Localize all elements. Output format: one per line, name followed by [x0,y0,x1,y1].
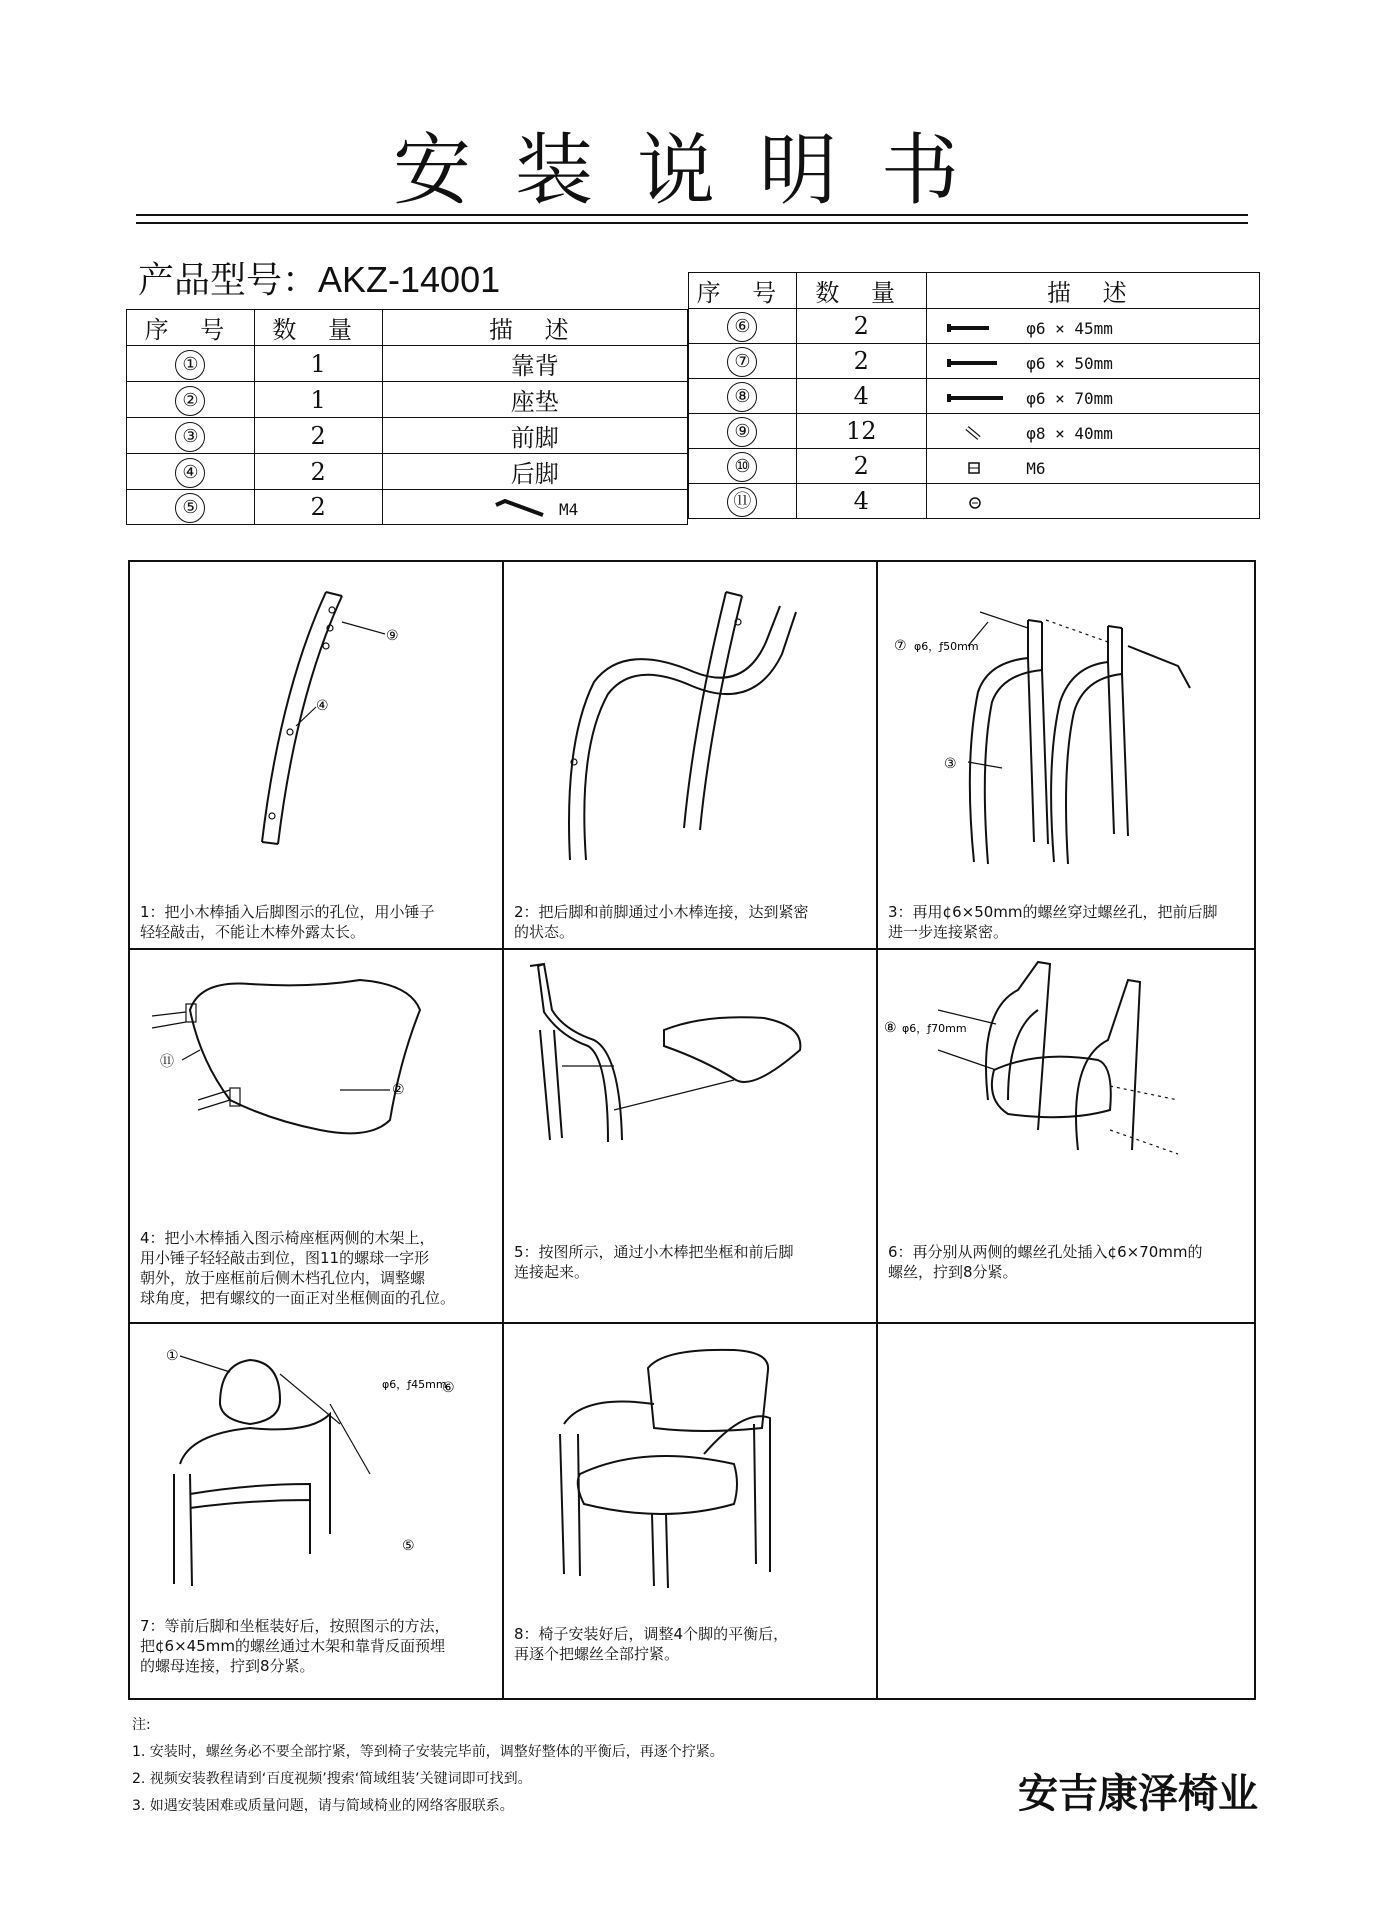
table-row [127,490,688,525]
table-row [127,454,688,490]
title-rule-top [136,214,1248,216]
header-desc: 描 述 [926,273,1259,309]
table-row [689,484,1260,519]
table-row [689,379,1260,414]
step-caption: 5：按图所示，通过小木棒把坐框和前后脚 连接起来。 [514,1243,794,1281]
table-header-row [689,273,1260,309]
part-qty: 2 [254,454,382,490]
callout-6: ⑥ [442,1380,455,1396]
part-qty: 1 [254,346,382,382]
part-spec: φ6 × 50mm [1026,354,1113,373]
part-number: ⑦ [727,347,757,377]
part-qty: 2 [796,309,926,344]
callout-1: ① [166,1348,179,1364]
part-number: ⑨ [727,417,757,447]
step-6 [878,950,1254,1324]
parts-table-right [688,272,1260,519]
table-row [689,414,1260,449]
part-qty: 2 [254,490,382,525]
callout-7: ⑦ [894,638,907,654]
table-row [127,418,688,454]
table-row [689,309,1260,344]
model-value: AKZ-14001 [318,259,501,300]
barrel-nut-icon [945,495,1005,511]
callout-spec: φ6，ƒ50mm [914,640,979,653]
step-8 [504,1324,878,1698]
step-2-illustration [504,562,878,882]
parts-table-left [126,309,688,525]
step-6-illustration [878,950,1254,1190]
step-3-illustration [878,562,1254,882]
part-number: ④ [175,458,205,488]
step-caption: 3：再用¢6×50mm的螺丝穿过螺丝孔，把前后脚 进一步连接紧密。 [888,903,1218,941]
screw-70-icon [945,391,1005,405]
table-row [689,344,1260,379]
step-1-illustration [130,562,504,882]
header-index: 序 号 [127,310,255,346]
part-qty: 4 [796,484,926,519]
part-qty: 2 [796,449,926,484]
part-number: ⑪ [727,487,757,517]
callout-spec: φ6，ƒ70mm [902,1022,967,1035]
part-desc [382,490,687,525]
table-header-row [127,310,688,346]
callout-11: ⑪ [160,1054,174,1070]
header-qty: 数 量 [254,310,382,346]
part-qty: 2 [796,344,926,379]
callout-spec: φ6，ƒ45mm [382,1378,447,1391]
part-number: ⑤ [175,493,205,523]
step-caption: 7：等前后脚和坐框装好后，按照图示的方法， 把¢6×45mm的螺丝通过木架和靠背反面预埋 的螺母连接，拧到8分紧。 [140,1617,450,1675]
screw-45-icon [945,321,1005,335]
callout-9: ⑨ [386,628,399,644]
part-number: ③ [175,422,205,452]
step-1 [130,562,504,950]
screw-50-icon [945,356,1005,370]
assembly-steps-grid [128,560,1256,1700]
part-desc: 后脚 [382,454,687,490]
step-5-illustration [504,950,878,1190]
step-caption: 8：椅子安装好后，调整4个脚的平衡后， 再逐个把螺丝全部拧紧。 [514,1625,789,1663]
callout-8: ⑧ [884,1020,897,1036]
step-5 [504,950,878,1324]
part-number: ⑩ [727,452,757,482]
notes [132,1712,724,1820]
allen-key-icon [491,495,551,521]
step-3 [878,562,1254,950]
step-7 [130,1324,504,1698]
page-title: 安装说明书 [392,126,1003,216]
step-caption: 4：把小木棒插入图示椅座框两侧的木架上， 用小锤子轻轻敲击到位，图11的螺球一字形 朝外，放于座框前后侧木档孔位内，调整螺 球角度，把有螺纹的一面正对坐框侧面的孔位。 [140,1229,456,1307]
part-desc: 前脚 [382,418,687,454]
empty-cell [878,1324,1254,1698]
wooden-dowel-icon [945,425,1005,441]
note-item: 1. 安装时，螺丝务必不要全部拧紧，等到椅子安装完毕前，调整好整体的平衡后，再逐个拧紧。 [132,1744,724,1760]
part-number: ⑧ [727,382,757,412]
part-qty: 2 [254,418,382,454]
part-qty: 1 [254,382,382,418]
title-rule-bottom [136,222,1248,224]
step-caption: 1：把小木棒插入后脚图示的孔位，用小锤子 轻轻敲击，不能让木棒外露太长。 [140,903,435,941]
nut-m6-icon [945,460,1005,476]
part-number: ① [175,350,205,380]
part-desc: 座垫 [382,382,687,418]
step-4 [130,950,504,1324]
header-index: 序 号 [689,273,797,309]
part-desc-text: M4 [558,499,579,519]
table-row [127,346,688,382]
note-item: 2. 视频安装教程请到‘百度视频’搜索‘简域组装’关键词即可找到。 [132,1771,532,1787]
step-caption: 6：再分别从两侧的螺丝孔处插入¢6×70mm的 螺丝，拧到8分紧。 [888,1243,1203,1281]
step-7-illustration [130,1324,504,1604]
step-4-illustration [130,950,504,1190]
header-qty: 数 量 [796,273,926,309]
table-row [127,382,688,418]
model-label: 产品型号： [138,260,319,301]
callout-2: ② [392,1082,405,1098]
product-model [138,252,500,303]
part-spec: φ8 × 40mm [1026,424,1113,443]
callout-3: ③ [944,756,957,772]
step-2 [504,562,878,950]
part-qty: 12 [796,414,926,449]
part-qty: 4 [796,379,926,414]
part-number: ⑥ [727,312,757,342]
notes-heading: 注: [132,1717,151,1733]
step-caption: 2：把后脚和前脚通过小木棒连接，达到紧密 的状态。 [514,903,809,941]
callout-5: ⑤ [402,1538,415,1554]
brand-name: 安吉康泽椅业 [1018,1771,1258,1817]
step-8-illustration [504,1324,878,1604]
part-spec: M6 [1026,459,1046,478]
part-spec: φ6 × 45mm [1026,319,1113,338]
header-desc: 描 述 [382,310,687,346]
callout-4: ④ [316,698,329,714]
table-row [689,449,1260,484]
part-spec: φ6 × 70mm [1026,389,1113,408]
part-number: ② [175,386,205,416]
note-item: 3. 如遇安装困难或质量问题，请与简域椅业的网络客服联系。 [132,1798,514,1814]
part-desc: 靠背 [382,346,687,382]
